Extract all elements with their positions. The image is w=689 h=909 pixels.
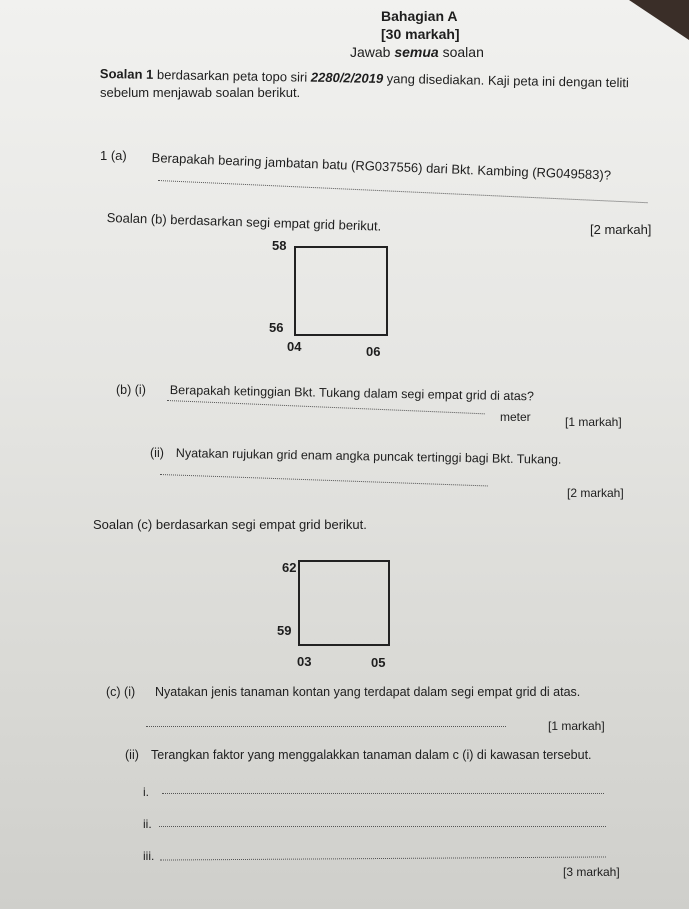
q1c-ii-marks: [3 markah]: [563, 865, 620, 879]
q1a-marks: [2 markah]: [590, 222, 652, 237]
background-object: [629, 0, 689, 40]
q1a-number: 1 (a): [100, 148, 127, 163]
grid-c-northing-top: 62: [282, 560, 297, 575]
q1b-i-marks: [1 markah]: [565, 415, 622, 429]
q1b-ii-answer-line[interactable]: [160, 474, 488, 486]
intro-text: berdasarkan peta topo siri: [153, 66, 311, 85]
grid-b-northing-bottom: 56: [269, 320, 284, 335]
section-marks: [30 markah]: [381, 26, 460, 42]
intro-text-2: yang disediakan. Kaji peta ini dengan teliti: [383, 70, 629, 91]
q1c-i-text: Nyatakan jenis tanaman kontan yang terdapat dalam segi empat grid di atas.: [155, 685, 581, 699]
instruction: [350, 44, 484, 60]
q1c-ii-item-1-label: i.: [143, 785, 149, 799]
map-series: 2280/2/2019: [310, 69, 384, 86]
q1b-i-unit: meter: [500, 410, 531, 424]
q1b-i-number: (b) (i): [116, 383, 146, 397]
grid-c-northing-bottom: 59: [277, 623, 292, 638]
grid-b-easting-left: 04: [287, 339, 302, 354]
q1b-i-text: Berapakah ketinggian Bkt. Tukang dalam segi empat grid di atas?: [169, 383, 535, 404]
q1c-i-marks: [1 markah]: [548, 719, 605, 733]
instruction-prefix: Jawab: [350, 44, 395, 60]
soalan-c-heading: Soalan (c) berdasarkan segi empat grid berikut.: [93, 517, 367, 532]
grid-b-easting-right: 06: [366, 344, 381, 359]
grid-c-easting-right: 05: [371, 655, 386, 670]
q1c-i-answer-line[interactable]: [146, 726, 506, 727]
q1b-i-answer-line[interactable]: [167, 400, 485, 414]
soalan-b-heading: Soalan (b) berdasarkan segi empat grid berikut.: [106, 210, 382, 234]
instruction-emphasis: semua: [394, 44, 439, 60]
q1c-ii-item-3-label: iii.: [143, 849, 155, 863]
intro-bold: Soalan 1: [99, 66, 154, 82]
section-title: Bahagian A: [381, 8, 458, 24]
q1b-ii-marks: [2 markah]: [567, 486, 624, 500]
q1b-ii-text: Nyatakan rujukan grid enam angka puncak tertinggi bagi Bkt. Tukang.: [175, 446, 562, 467]
intro-line-2: sebelum menjawab soalan berikut.: [100, 85, 301, 100]
q1a-answer-line[interactable]: [158, 180, 648, 203]
q1c-ii-item-1-line[interactable]: [162, 793, 604, 794]
q1c-ii-item-2-label: ii.: [143, 817, 152, 831]
q1c-i-number: (c) (i): [106, 685, 136, 699]
grid-b-northing-top: 58: [272, 238, 287, 253]
q1a-text: Berapakah bearing jambatan batu (RG037556) dari Bkt. Kambing (RG049583)?: [151, 150, 612, 183]
q1c-ii-text: Terangkan faktor yang menggalakkan tanaman dalam c (i) di kawasan tersebut.: [151, 748, 592, 762]
q1c-ii-item-3-line[interactable]: [160, 856, 606, 860]
q1b-ii-number: (ii): [150, 446, 164, 460]
q1c-ii-item-2-line[interactable]: [159, 826, 606, 827]
grid-square-c: [298, 560, 390, 646]
q1c-ii-number: (ii): [125, 748, 139, 762]
instruction-suffix: soalan: [438, 44, 484, 60]
grid-square-b: [294, 246, 388, 336]
grid-c-easting-left: 03: [297, 654, 312, 669]
